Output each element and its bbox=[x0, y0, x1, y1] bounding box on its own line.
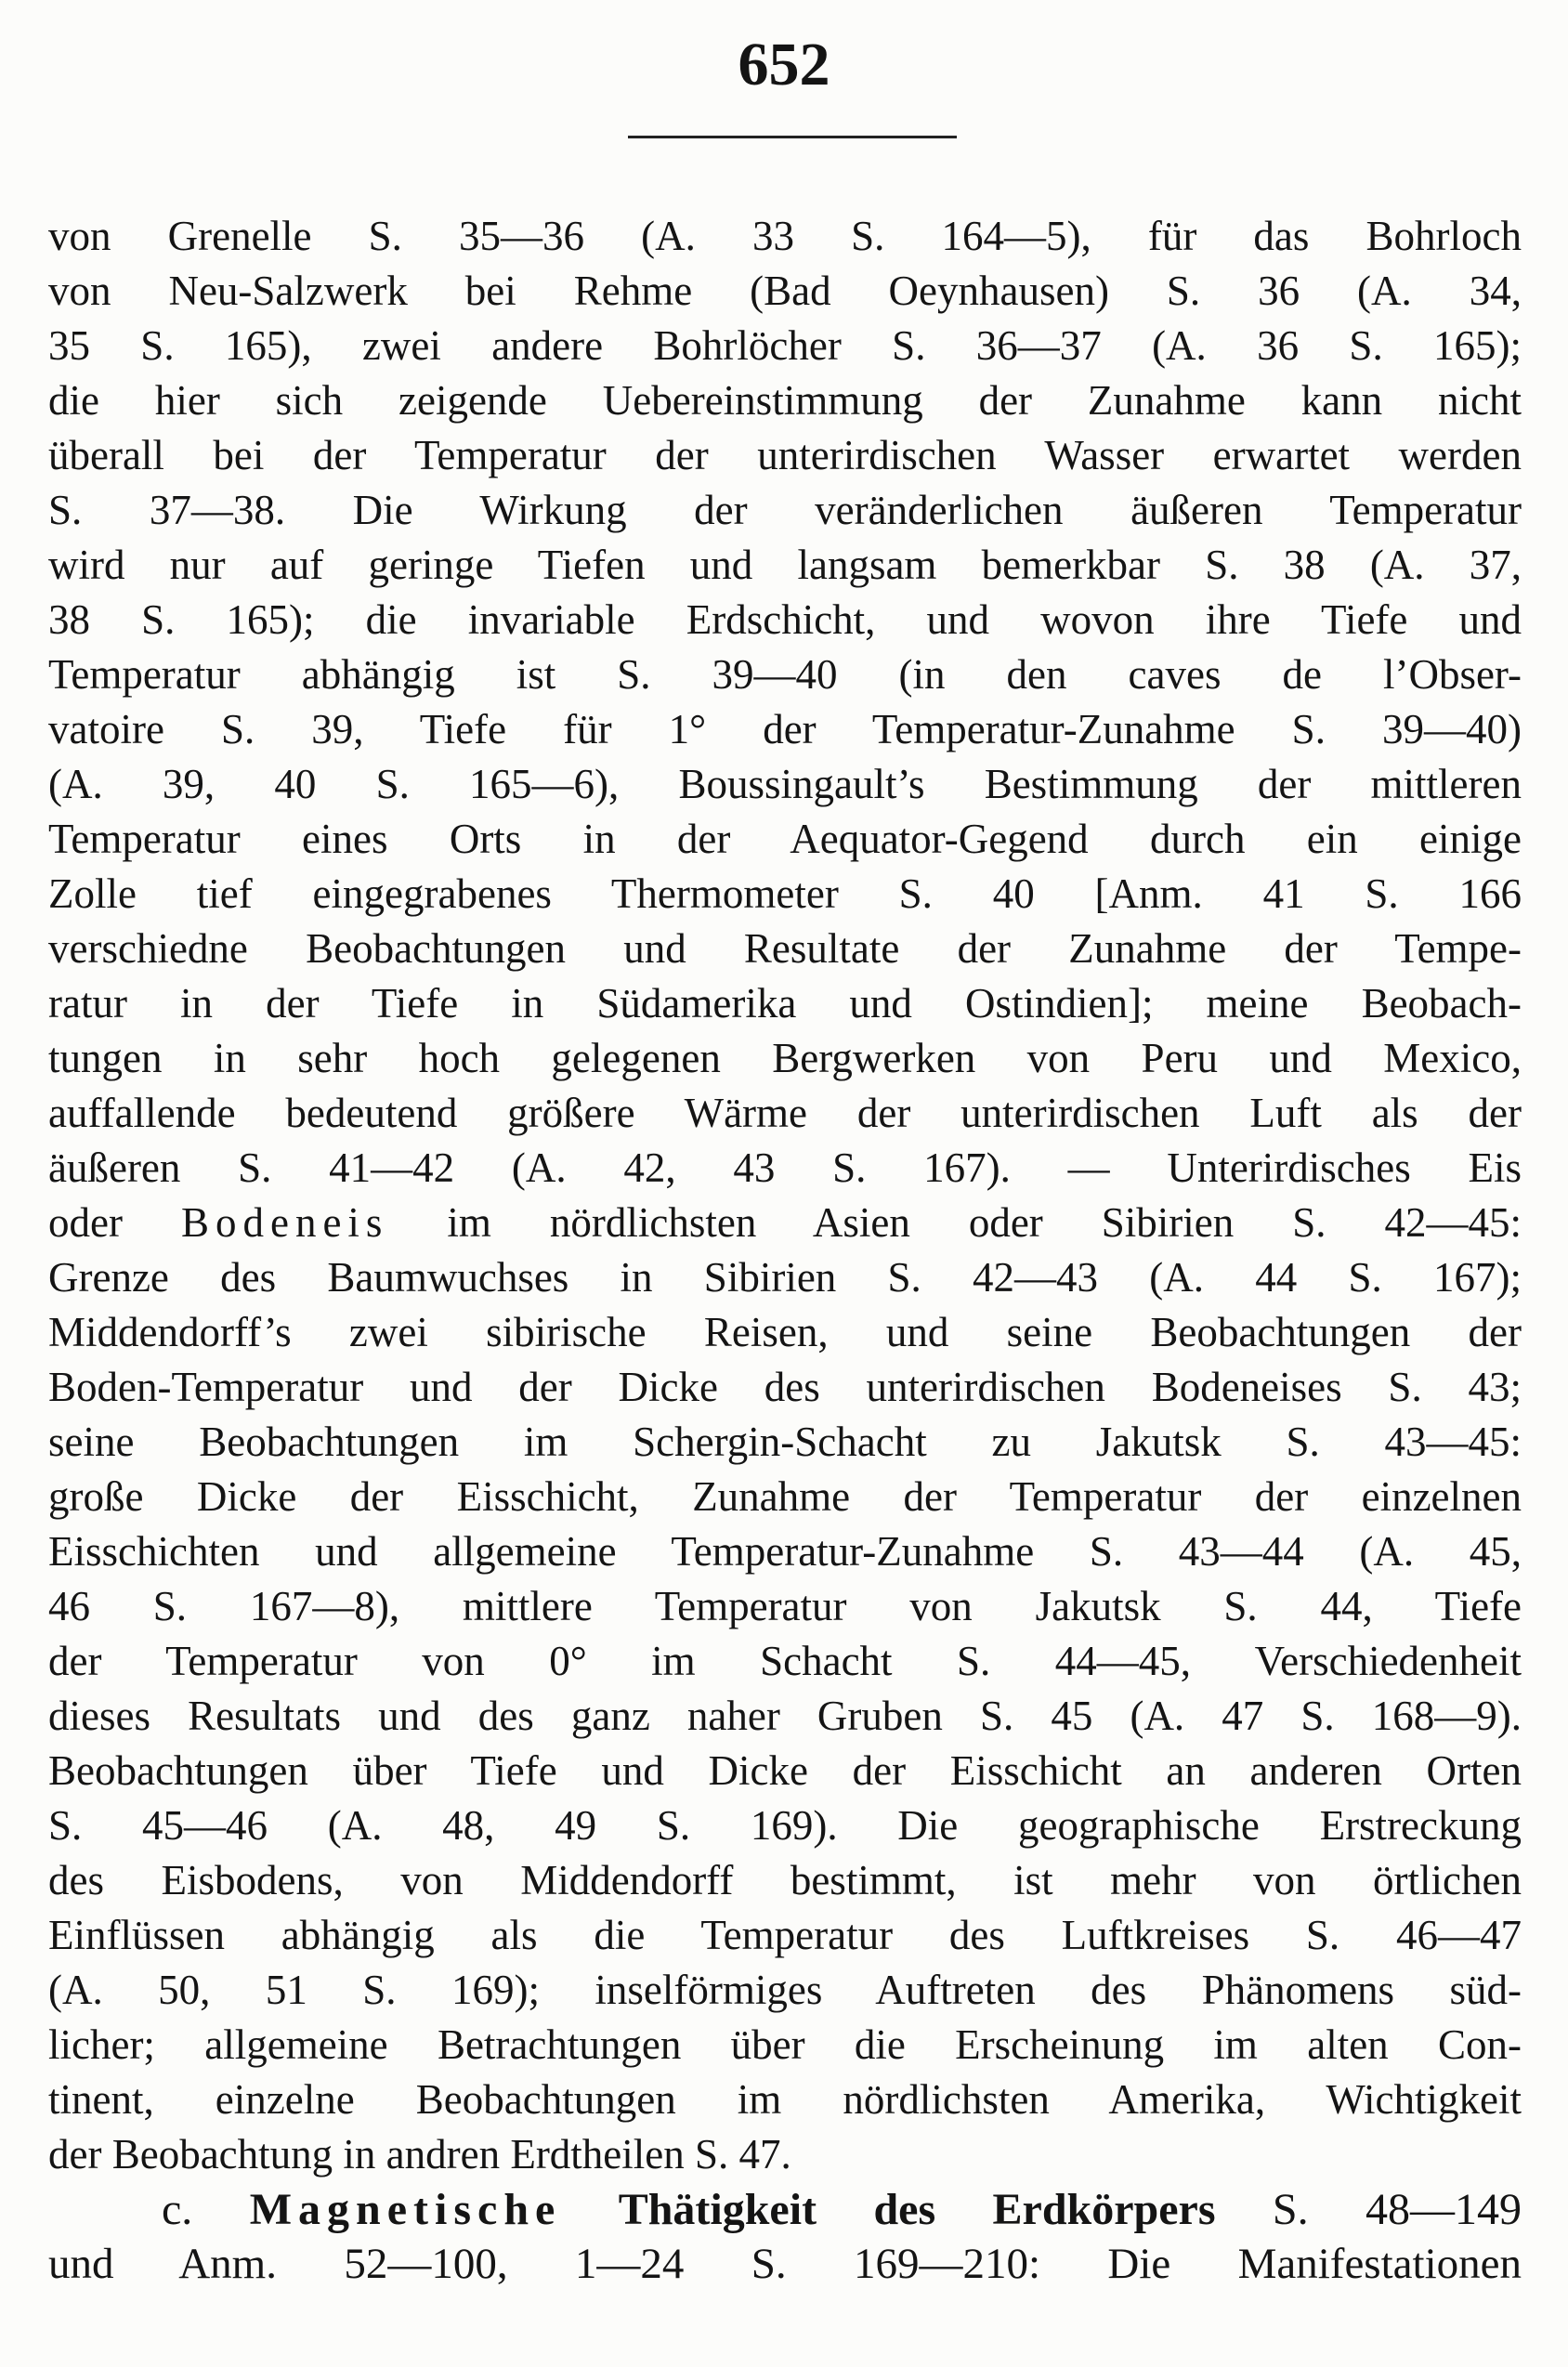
section-notes-ref: und Anm. 52—100, 1—24 S. 169—210: bbox=[48, 2240, 1041, 2288]
text-line: von Grenelle S. 35—36 (A. 33 S. 164—5), für das Bohrloch bbox=[48, 213, 1522, 259]
text-line: große Dicke der Eisschicht, Zunahme der Temperatur der einzelnen bbox=[48, 1473, 1522, 1520]
text-line: seine Beobachtungen im Schergin-Schacht zu Jakutsk S. 43—45: bbox=[48, 1419, 1522, 1465]
text-line: wird nur auf geringe Tiefen und langsam bemerkbar S. 38 (A. 37, bbox=[48, 542, 1522, 588]
section-title-spaced: Magnetische bbox=[249, 2185, 562, 2234]
section-heading-continuation bbox=[48, 2237, 1522, 2292]
text-block bbox=[48, 209, 1522, 2292]
text-line: S. 45—46 (A. 48, 49 S. 169). Die geographische Erstreckung bbox=[48, 1802, 1522, 1849]
text-line: Middendorff’s zwei sibirische Reisen, und seine Beobachtungen der bbox=[48, 1309, 1522, 1355]
text-line: die hier sich zeigende Uebereinstimmung der Zunahme kann nicht bbox=[48, 377, 1522, 424]
text-line: Beobachtungen über Tiefe und Dicke der Eisschicht an anderen Orten bbox=[48, 1747, 1522, 1794]
text-line: vatoire S. 39, Tiefe für 1° der Temperatur-Zunahme S. 39—40) bbox=[48, 706, 1522, 752]
text-line: 46 S. 167—8), mittlere Temperatur von Jakutsk S. 44, Tiefe bbox=[48, 1583, 1522, 1629]
spaced-emphasis: Bodeneis bbox=[180, 1199, 389, 1246]
section-label: c. bbox=[162, 2185, 193, 2234]
page-number: 652 bbox=[738, 31, 830, 98]
section-continuation-text: Die Manifestationen bbox=[1107, 2240, 1522, 2288]
text-line: Zolle tief eingegrabenes Thermometer S. 40 [Anm. 41 S. 166 bbox=[48, 870, 1522, 917]
text-line: Temperatur eines Orts in der Aequator-Gegend durch ein einige bbox=[48, 816, 1522, 862]
text-line: 35 S. 165), zwei andere Bohrlöcher S. 36—37 (A. 36 S. 165); bbox=[48, 322, 1522, 369]
text-line: auffallende bedeutend größere Wärme der unterirdischen Luft als der bbox=[48, 1090, 1522, 1136]
text-line: äußeren S. 41—42 (A. 42, 43 S. 167). — Unterirdisches Eis bbox=[48, 1144, 1522, 1191]
text-line: der Temperatur von 0° im Schacht S. 44—45, Verschiedenheit bbox=[48, 1638, 1522, 1684]
text-segment: oder bbox=[48, 1199, 123, 1246]
text-line: tinent, einzelne Beobachtungen im nördlichsten Amerika, Wichtigkeit bbox=[48, 2076, 1522, 2123]
section-heading bbox=[48, 2182, 1522, 2237]
text-line: 38 S. 165); die invariable Erdschicht, und wovon ihre Tiefe und bbox=[48, 596, 1522, 643]
text-line: S. 37—38. Die Wirkung der veränderlichen äußeren Temperatur bbox=[48, 487, 1522, 533]
text-line: des Eisbodens, von Middendorff bestimmt, ist mehr von örtlichen bbox=[48, 1857, 1522, 1903]
text-line: (A. 39, 40 S. 165—6), Boussingault’s Bestimmung der mittleren bbox=[48, 761, 1522, 807]
text-line: (A. 50, 51 S. 169); inselförmiges Auftreten des Phänomens süd- bbox=[48, 1967, 1522, 2013]
text-line: dieses Resultats und des ganz naher Gruben S. 45 (A. 47 S. 168—9). bbox=[48, 1693, 1522, 1739]
text-line: überall bei der Temperatur der unterirdischen Wasser erwartet werden bbox=[48, 432, 1522, 478]
header-rule bbox=[628, 136, 957, 138]
text-line: Temperatur abhängig ist S. 39—40 (in den caves de l’Obser- bbox=[48, 651, 1522, 698]
text-segment: im nördlichsten Asien oder Sibirien S. 42—45: bbox=[447, 1199, 1522, 1246]
text-line: licher; allgemeine Betrachtungen über die Erscheinung im alten Con- bbox=[48, 2021, 1522, 2068]
paragraph-last-line: der Beobachtung in andren Erdtheilen S. 47. bbox=[48, 2131, 791, 2177]
text-line: Boden-Temperatur und der Dicke des unterirdischen Bodeneises S. 43; bbox=[48, 1364, 1522, 1410]
text-line: ratur in der Tiefe in Südamerika und Ostindien]; meine Beobach- bbox=[48, 980, 1522, 1027]
text-line: Eisschichten und allgemeine Temperatur-Zunahme S. 43—44 (A. 45, bbox=[48, 1528, 1522, 1575]
text-line: Grenze des Baumwuchses in Sibirien S. 42—43 (A. 44 S. 167); bbox=[48, 1254, 1522, 1301]
text-line bbox=[48, 1196, 1522, 1250]
section-pages: S. 48—149 bbox=[1272, 2185, 1522, 2234]
text-line: verschiedne Beobachtungen und Resultate der Zunahme der Tempe- bbox=[48, 925, 1522, 972]
text-line: Einflüssen abhängig als die Temperatur des Luftkreises S. 46—47 bbox=[48, 1912, 1522, 1958]
text-line: tungen in sehr hoch gelegenen Bergwerken von Peru und Mexico, bbox=[48, 1035, 1522, 1081]
text-line: von Neu-Salzwerk bei Rehme (Bad Oeynhausen) S. 36 (A. 34, bbox=[48, 268, 1522, 314]
section-title: Thätigkeit des Erdkörpers bbox=[618, 2185, 1216, 2234]
